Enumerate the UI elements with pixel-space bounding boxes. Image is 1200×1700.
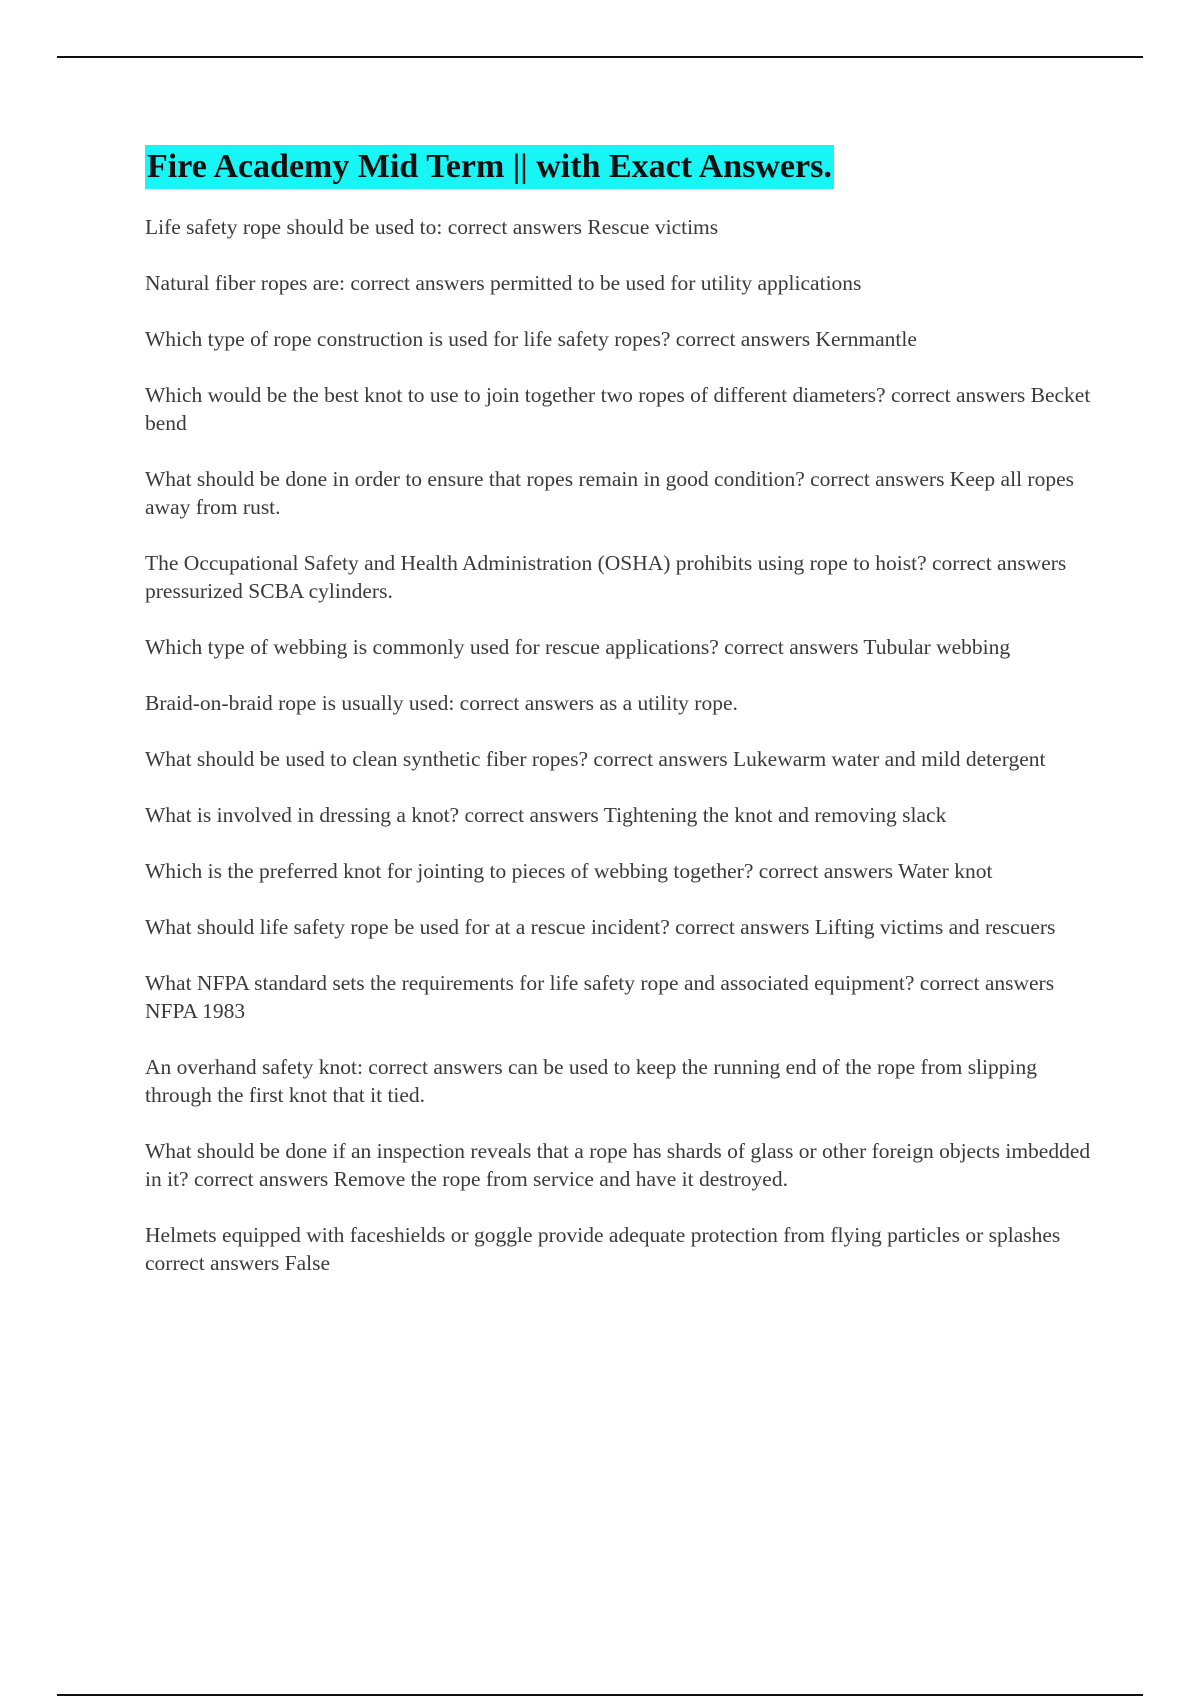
qa-item: The Occupational Safety and Health Administration (OSHA) prohibits using rope to hoist? correct answers pressurized SCBA cylinders. — [145, 551, 1067, 603]
qa-item: What should be done if an inspection reveals that a rope has shards of glass or other foreign objects imbedded in it? correct answers Remove the rope from service and have it destroyed. — [145, 1139, 1091, 1191]
qa-item: Which would be the best knot to use to join together two ropes of different diameters? correct answers Becket bend — [145, 383, 1091, 435]
qa-item: What is involved in dressing a knot? correct answers Tightening the knot and removing slack — [145, 803, 947, 827]
qa-item: Helmets equipped with faceshields or goggle provide adequate protection from flying particles or splashes correct answers False — [145, 1223, 1061, 1275]
qa-item: What should life safety rope be used for at a rescue incident? correct answers Lifting victims and rescuers — [145, 915, 1056, 939]
qa-item: What NFPA standard sets the requirements for life safety rope and associated equipment? correct answers NFPA 1983 — [145, 971, 1055, 1023]
qa-item: What should be used to clean synthetic fiber ropes? correct answers Lukewarm water and mild detergent — [145, 747, 1046, 771]
footer-rule — [57, 1694, 1143, 1696]
qa-list — [145, 213, 1095, 1277]
qa-item: Life safety rope should be used to: correct answers Rescue victims — [145, 215, 719, 239]
document-body — [145, 145, 1095, 1305]
qa-item: Braid-on-braid rope is usually used: correct answers as a utility rope. — [145, 691, 738, 715]
document-title: Fire Academy Mid Term || with Exact Answers. — [145, 145, 834, 189]
qa-item: Which type of rope construction is used for life safety ropes? correct answers Kernmantle — [145, 327, 917, 351]
qa-item: Which is the preferred knot for jointing to pieces of webbing together? correct answers Water knot — [145, 859, 993, 883]
qa-item: Which type of webbing is commonly used for rescue applications? correct answers Tubular webbing — [145, 635, 1011, 659]
qa-item: Natural fiber ropes are: correct answers permitted to be used for utility applications — [145, 271, 862, 295]
qa-item: What should be done in order to ensure that ropes remain in good condition? correct answers Keep all ropes away from rust. — [145, 467, 1074, 519]
qa-item: An overhand safety knot: correct answers can be used to keep the running end of the rope from slipping through the first knot that it tied. — [145, 1055, 1037, 1107]
header-rule — [57, 56, 1143, 58]
